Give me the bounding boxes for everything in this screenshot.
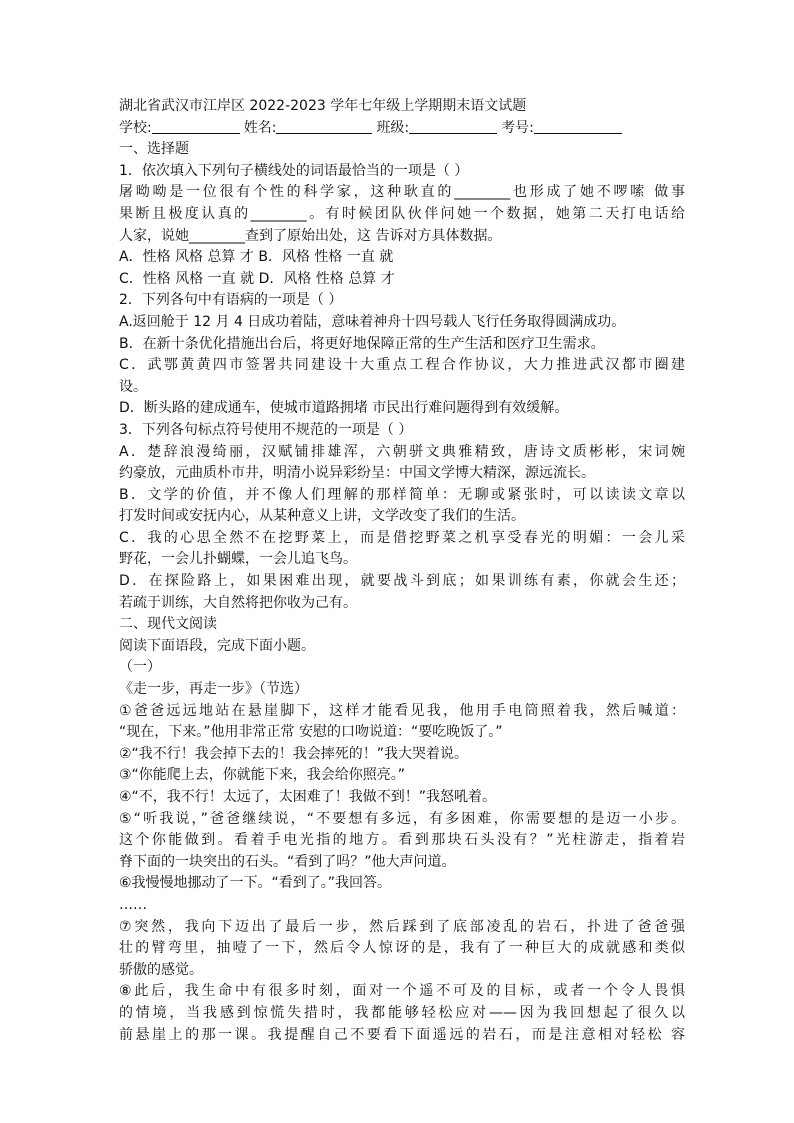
- passage-line: ③“你能爬上去，你就能下来，我会给你照亮。”: [119, 767, 406, 784]
- question-2-option: A.返回舱于 12 月 4 日成功着陆，意味着神舟十四号载人飞行任务取得圆满成功。: [119, 313, 626, 330]
- passage-line: ⑤“听我说，”爸爸继续说，“不要想有多远，有多困难，你需要想的是迈一小步。: [119, 810, 685, 827]
- passage-line: 壮的臂弯里，抽噎了一下，然后令人惊讶的是，我有了一种巨大的成就感和类似: [119, 940, 685, 957]
- passage-line: 这个你能做到。看着手电光指的地方。看到那块石头没有？”光柱游走，指着岩: [119, 832, 685, 849]
- name-field[interactable]: [276, 118, 372, 134]
- class-label: 班级:: [376, 119, 410, 136]
- question-3-option: D．在探险路上，如果困难出现，就要战斗到底；如果训练有素，你就会生还；: [119, 573, 685, 590]
- passage-line: ④“不，我不行！太远了，太困难了！我做不到！”我怒吼着。: [119, 789, 497, 805]
- section-heading: 二、现代文阅读: [119, 616, 217, 633]
- exam-number-label: 考号:: [501, 119, 534, 136]
- question-2-stem: 2．下列各句中有语病的一项是（ ）: [119, 292, 343, 309]
- passage-line: ⑥我慢慢地挪动了一下。“看到了。”我回答。: [119, 875, 392, 892]
- passage-line: 脊下面的一块突出的石头。“看到了吗？”他大声问道。: [119, 853, 456, 870]
- class-field[interactable]: [409, 118, 497, 134]
- page-title: 湖北省武汉市江岸区 2022-2023 学年七年级上学期期末语文试题: [119, 98, 527, 114]
- passage-line: ⑧此后，我生命中有很多时刻，面对一个遥不可及的目标，或者一个令人畏惧: [119, 983, 685, 1000]
- student-info-row: [119, 118, 685, 140]
- question-2-option: D．断头路的建成通车，使城市道路拥堵 市民出行难问题得到有效缓解。: [119, 400, 569, 417]
- question-2-option: C．武鄂黄黄四市签署共同建设十大重点工程合作协议，大力推进武汉都市圈建: [119, 357, 685, 374]
- question-3-option: B．文学的价值，并不像人们理解的那样简单：无聊或紧张时，可以读读文章以: [119, 486, 685, 503]
- passage-line: 骄傲的感觉。: [119, 961, 203, 978]
- exam-content: [119, 96, 685, 1046]
- question-1-option: C．性格 风格 一直 就 D．风格 性格 总算 才: [119, 270, 395, 287]
- passage-line: ……: [119, 896, 147, 913]
- passage-line: ⑦突然，我向下迈出了最后一步，然后踩到了底部凌乱的岩石，扑进了爸爸强: [119, 918, 685, 935]
- question-1-passage-line: 果断且极度认真的________。有时候团队伙伴问她一个数据，她第二天打电话给: [119, 205, 685, 222]
- reading-instruction: 阅读下面语段，完成下面小题。: [119, 637, 315, 654]
- question-1-passage-line: 人家，说她________查到了原始出处，这 告诉对方具体数据。: [119, 227, 502, 244]
- question-2-option: 设。: [119, 378, 147, 395]
- school-field[interactable]: [152, 118, 240, 134]
- question-2-option: B．在新十条优化措施出台后，将更好地保障正常的生产生活和医疗卫生需求。: [119, 335, 605, 352]
- exam-number-field[interactable]: [534, 118, 622, 134]
- reading-part-label: （一）: [119, 659, 161, 676]
- passage-line: ①爸爸远远地站在悬崖脚下，这样才能看见我，他用手电筒照着我，然后喊道：: [119, 702, 685, 719]
- question-3-option: 若疏于训练，大自然将把你收为己有。: [119, 594, 357, 611]
- question-3-stem: 3．下列各句标点符号使用不规范的一项是（ ）: [119, 421, 413, 438]
- question-1-option: A．性格 风格 总算 才 B．风格 性格 一直 就: [119, 249, 394, 266]
- question-3-option: A．楚辞浪漫绮丽，汉赋铺排雄浑，六朝骈文典雅精致，唐诗文质彬彬，宋词婉: [119, 443, 685, 460]
- name-label: 姓名:: [243, 119, 277, 136]
- school-label: 学校:: [119, 119, 152, 136]
- question-1-passage-line: 屠呦呦是一位很有个性的科学家，这种耿直的________也形成了她不啰嗦 做事: [119, 184, 685, 201]
- question-3-option: 约豪放，元曲质朴市井，明清小说异彩纷呈：中国文学博大精深，源远流长。: [119, 465, 595, 482]
- question-3-option: C．我的心思全然不在挖野菜上，而是借挖野菜之机享受春光的明媚：一会儿采: [119, 529, 685, 546]
- passage-line: “现在，下来。”他用非常正常 安慰的口吻说道：“要吃晚饭了。”: [119, 724, 503, 741]
- passage-line: ②“我不行！我会掉下去的！我会摔死的！”我大哭着说。: [119, 745, 469, 762]
- passage-title: 《走一步，再走一步》（节选）: [119, 681, 308, 698]
- passage-line: 前悬崖上的那一课。我提醒自己不要看下面遥远的岩石，而是注意相对轻松 容: [119, 1026, 685, 1043]
- section-heading: 一、选择题: [119, 141, 189, 158]
- question-3-option: 打发时间或安抚内心，从某种意义上讲，文学改变了我们的生活。: [119, 508, 525, 525]
- question-3-option: 野花，一会儿扑蝴蝶，一会儿追飞鸟。: [119, 551, 357, 568]
- passage-line: 的情境，当我感到惊慌失措时，我都能够轻松应对——因为我回想起了很久以: [119, 1004, 685, 1021]
- question-1-stem: 1．依次填入下列句子横线处的词语最恰当的一项是（ ）: [119, 162, 469, 179]
